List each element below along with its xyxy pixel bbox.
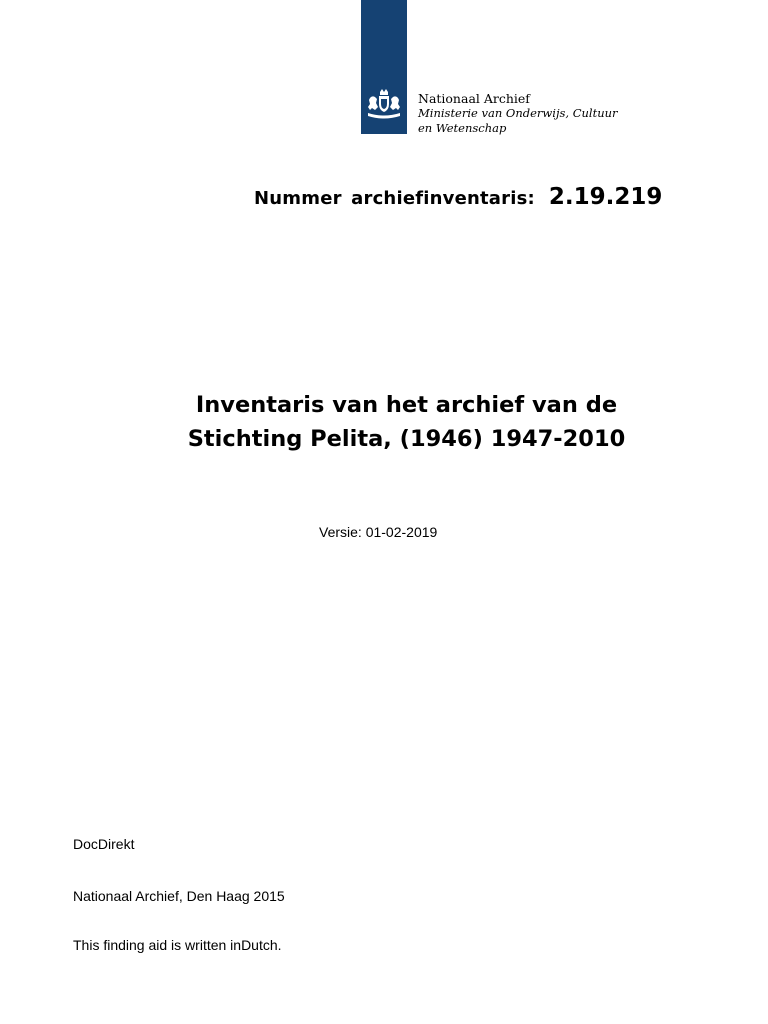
document-title [0, 388, 768, 456]
logo-ministry: Ministerie van Onderwijs, Cultuur en Wetenschap [418, 106, 618, 135]
document-title-line-2: Stichting Pelita, (1946) 1947-2010 [187, 426, 626, 452]
archive-number-value: 2.19.219 [548, 184, 663, 210]
language-note-text: This finding aid is written inDutch. [73, 937, 282, 953]
archive-number-label: Nummer archiefinventaris: [254, 188, 535, 209]
logo-organization: Nationaal Archief [418, 91, 530, 106]
version-label: Versie: 01-02-2019 [319, 524, 438, 540]
publisher-text: DocDirekt [73, 836, 135, 852]
institution-text: Nationaal Archief, Den Haag 2015 [73, 888, 285, 904]
logo-text [418, 91, 618, 136]
document-title-line-1: Inventaris van het archief van de [195, 392, 618, 418]
archive-number [254, 184, 662, 210]
royal-coat-of-arms-icon [362, 86, 406, 122]
